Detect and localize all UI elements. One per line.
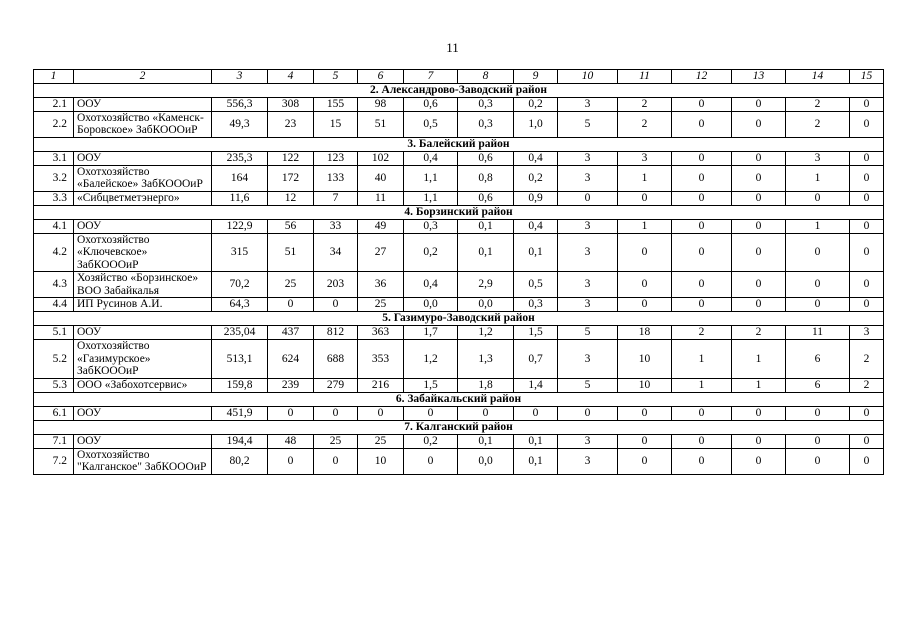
value-cell: 1 [786, 219, 850, 233]
value-cell: 0 [672, 219, 732, 233]
value-cell: 0 [314, 448, 358, 474]
value-cell: 0 [850, 191, 884, 205]
value-cell: 0 [618, 406, 672, 420]
value-cell: 122 [268, 151, 314, 165]
value-cell: 1,5 [404, 378, 458, 392]
value-cell: 0 [732, 448, 786, 474]
value-cell: 11 [786, 326, 850, 340]
value-cell: 3 [850, 326, 884, 340]
organization-name-cell: ООУ [74, 151, 212, 165]
value-cell: 624 [268, 340, 314, 379]
value-cell: 0 [732, 298, 786, 312]
column-number-header: 7 [404, 70, 458, 84]
value-cell: 0,4 [514, 151, 558, 165]
value-cell: 123 [314, 151, 358, 165]
value-cell: 0,3 [514, 298, 558, 312]
organization-name-cell: Охотхозяйство «Балейское» ЗабКОООиР [74, 165, 212, 191]
value-cell: 0 [732, 272, 786, 298]
value-cell: 1 [618, 165, 672, 191]
value-cell: 3 [558, 272, 618, 298]
column-number-header: 6 [358, 70, 404, 84]
value-cell: 1,3 [458, 340, 514, 379]
column-number-header: 13 [732, 70, 786, 84]
row-number-cell: 6.1 [34, 406, 74, 420]
value-cell: 0 [786, 448, 850, 474]
value-cell: 0,1 [514, 233, 558, 272]
value-cell: 3 [558, 434, 618, 448]
table-row [34, 298, 884, 312]
row-number-cell: 5.1 [34, 326, 74, 340]
row-number-cell: 4.3 [34, 272, 74, 298]
value-cell: 0,2 [404, 434, 458, 448]
table-row [34, 448, 884, 474]
value-cell: 25 [268, 272, 314, 298]
value-cell: 239 [268, 378, 314, 392]
table-row [34, 340, 884, 379]
value-cell: 172 [268, 165, 314, 191]
table-row [34, 272, 884, 298]
table-row [34, 378, 884, 392]
row-number-cell: 3.3 [34, 191, 74, 205]
table-row [34, 97, 884, 111]
value-cell: 5 [558, 326, 618, 340]
district-section-row [34, 312, 884, 326]
table-row [34, 151, 884, 165]
column-number-header: 10 [558, 70, 618, 84]
value-cell: 0,2 [514, 165, 558, 191]
table-row [34, 165, 884, 191]
value-cell: 3 [558, 97, 618, 111]
value-cell: 0 [672, 151, 732, 165]
value-cell: 0 [786, 191, 850, 205]
value-cell: 235,3 [212, 151, 268, 165]
value-cell: 0 [672, 165, 732, 191]
value-cell: 0 [672, 233, 732, 272]
value-cell: 0 [672, 272, 732, 298]
value-cell: 1 [732, 340, 786, 379]
value-cell: 0 [672, 434, 732, 448]
value-cell: 0 [850, 165, 884, 191]
value-cell: 437 [268, 326, 314, 340]
value-cell: 0 [850, 219, 884, 233]
value-cell: 1 [672, 340, 732, 379]
value-cell: 0 [732, 434, 786, 448]
value-cell: 0,6 [404, 97, 458, 111]
value-cell: 1,1 [404, 165, 458, 191]
value-cell: 0,3 [404, 219, 458, 233]
value-cell: 2 [850, 340, 884, 379]
organization-name-cell: ООУ [74, 434, 212, 448]
value-cell: 10 [358, 448, 404, 474]
table-row [34, 326, 884, 340]
row-number-cell: 2.2 [34, 111, 74, 137]
value-cell: 48 [268, 434, 314, 448]
value-cell: 3 [558, 219, 618, 233]
value-cell: 0,8 [458, 165, 514, 191]
value-cell: 2 [672, 326, 732, 340]
value-cell: 23 [268, 111, 314, 137]
value-cell: 49,3 [212, 111, 268, 137]
column-number-header: 1 [34, 70, 74, 84]
value-cell: 556,3 [212, 97, 268, 111]
district-section-row [34, 392, 884, 406]
value-cell: 0,4 [514, 219, 558, 233]
value-cell: 0,0 [458, 448, 514, 474]
value-cell: 0 [850, 448, 884, 474]
value-cell: 27 [358, 233, 404, 272]
value-cell: 0,9 [514, 191, 558, 205]
value-cell: 0,6 [458, 191, 514, 205]
value-cell: 80,2 [212, 448, 268, 474]
row-number-cell: 4.2 [34, 233, 74, 272]
value-cell: 0,4 [404, 272, 458, 298]
value-cell: 0 [786, 298, 850, 312]
district-title: 6. Забайкальский район [34, 392, 884, 406]
value-cell: 0 [672, 111, 732, 137]
value-cell: 159,8 [212, 378, 268, 392]
value-cell: 122,9 [212, 219, 268, 233]
row-number-cell: 4.4 [34, 298, 74, 312]
value-cell: 0,1 [458, 233, 514, 272]
value-cell: 0 [850, 434, 884, 448]
value-cell: 451,9 [212, 406, 268, 420]
value-cell: 0,6 [458, 151, 514, 165]
value-cell: 1,2 [404, 340, 458, 379]
value-cell: 0 [850, 97, 884, 111]
value-cell: 0 [732, 165, 786, 191]
value-cell: 0 [618, 233, 672, 272]
value-cell: 0 [786, 272, 850, 298]
value-cell: 0 [268, 298, 314, 312]
value-cell: 0 [404, 448, 458, 474]
value-cell: 5 [558, 111, 618, 137]
value-cell: 0 [268, 448, 314, 474]
column-number-header: 14 [786, 70, 850, 84]
organization-name-cell: «Сибцветметэнерго» [74, 191, 212, 205]
value-cell: 0 [732, 151, 786, 165]
value-cell: 49 [358, 219, 404, 233]
table-row [34, 406, 884, 420]
value-cell: 0 [850, 406, 884, 420]
value-cell: 1,4 [514, 378, 558, 392]
value-cell: 12 [268, 191, 314, 205]
value-cell: 0 [732, 191, 786, 205]
value-cell: 3 [558, 151, 618, 165]
value-cell: 25 [358, 434, 404, 448]
value-cell: 3 [786, 151, 850, 165]
value-cell: 18 [618, 326, 672, 340]
value-cell: 235,04 [212, 326, 268, 340]
column-number-header: 11 [618, 70, 672, 84]
value-cell: 5 [558, 378, 618, 392]
row-number-cell: 5.3 [34, 378, 74, 392]
value-cell: 0 [618, 191, 672, 205]
value-cell: 0,1 [514, 434, 558, 448]
value-cell: 25 [358, 298, 404, 312]
value-cell: 0 [786, 406, 850, 420]
value-cell: 0 [850, 298, 884, 312]
value-cell: 0 [458, 406, 514, 420]
value-cell: 0,2 [514, 97, 558, 111]
value-cell: 25 [314, 434, 358, 448]
value-cell: 0 [850, 272, 884, 298]
value-cell: 0,2 [404, 233, 458, 272]
value-cell: 3 [618, 151, 672, 165]
value-cell: 0 [314, 298, 358, 312]
value-cell: 0 [786, 233, 850, 272]
value-cell: 51 [358, 111, 404, 137]
value-cell: 0 [618, 448, 672, 474]
value-cell: 3 [558, 340, 618, 379]
value-cell: 51 [268, 233, 314, 272]
district-title: 3. Балейский район [34, 137, 884, 151]
row-number-cell: 7.2 [34, 448, 74, 474]
value-cell: 0,5 [514, 272, 558, 298]
value-cell: 353 [358, 340, 404, 379]
row-number-cell: 7.1 [34, 434, 74, 448]
row-number-cell: 2.1 [34, 97, 74, 111]
value-cell: 0 [786, 434, 850, 448]
row-number-cell: 3.2 [34, 165, 74, 191]
value-cell: 0,1 [514, 448, 558, 474]
organization-name-cell: Хозяйство «Борзинское» ВОО Забайкалья [74, 272, 212, 298]
value-cell: 164 [212, 165, 268, 191]
value-cell: 1,5 [514, 326, 558, 340]
organization-name-cell: Охотхозяйство "Калганское" ЗабКОООиР [74, 448, 212, 474]
value-cell: 1,2 [458, 326, 514, 340]
value-cell: 34 [314, 233, 358, 272]
value-cell: 0 [618, 272, 672, 298]
value-cell: 0,1 [458, 219, 514, 233]
district-section-row [34, 205, 884, 219]
value-cell: 102 [358, 151, 404, 165]
value-cell: 70,2 [212, 272, 268, 298]
value-cell: 36 [358, 272, 404, 298]
value-cell: 2 [732, 326, 786, 340]
table-row [34, 111, 884, 137]
organization-name-cell: ИП Русинов А.И. [74, 298, 212, 312]
value-cell: 10 [618, 340, 672, 379]
value-cell: 0 [672, 448, 732, 474]
value-cell: 3 [558, 448, 618, 474]
value-cell: 155 [314, 97, 358, 111]
value-cell: 11 [358, 191, 404, 205]
value-cell: 0 [672, 298, 732, 312]
district-section-row [34, 137, 884, 151]
column-number-header: 9 [514, 70, 558, 84]
value-cell: 15 [314, 111, 358, 137]
column-number-header: 15 [850, 70, 884, 84]
value-cell: 812 [314, 326, 358, 340]
value-cell: 7 [314, 191, 358, 205]
column-number-header: 4 [268, 70, 314, 84]
value-cell: 203 [314, 272, 358, 298]
value-cell: 0 [672, 406, 732, 420]
table-row [34, 434, 884, 448]
organization-name-cell: Охотхозяйство «Каменск-Боровское» ЗабКОООиР [74, 111, 212, 137]
value-cell: 216 [358, 378, 404, 392]
district-title: 4. Борзинский район [34, 205, 884, 219]
value-cell: 0,4 [404, 151, 458, 165]
value-cell: 1 [732, 378, 786, 392]
row-number-cell: 5.2 [34, 340, 74, 379]
column-number-header: 5 [314, 70, 358, 84]
organization-name-cell: ООУ [74, 219, 212, 233]
table-row [34, 219, 884, 233]
value-cell: 0 [732, 233, 786, 272]
value-cell: 0,1 [458, 434, 514, 448]
value-cell: 0 [850, 111, 884, 137]
value-cell: 3 [558, 233, 618, 272]
value-cell: 6 [786, 378, 850, 392]
value-cell: 0 [558, 191, 618, 205]
value-cell: 2 [786, 97, 850, 111]
column-number-header: 3 [212, 70, 268, 84]
value-cell: 133 [314, 165, 358, 191]
value-cell: 40 [358, 165, 404, 191]
value-cell: 1 [618, 219, 672, 233]
table-row [34, 191, 884, 205]
organization-name-cell: ООО «Забохотсервис» [74, 378, 212, 392]
district-title: 7. Калганский район [34, 420, 884, 434]
value-cell: 1 [672, 378, 732, 392]
district-section-row [34, 420, 884, 434]
value-cell: 33 [314, 219, 358, 233]
table-header-row [34, 70, 884, 84]
column-number-header: 8 [458, 70, 514, 84]
value-cell: 1,0 [514, 111, 558, 137]
row-number-cell: 3.1 [34, 151, 74, 165]
value-cell: 0 [404, 406, 458, 420]
district-title: 2. Александрово-Заводский район [34, 83, 884, 97]
value-cell: 0 [314, 406, 358, 420]
organization-name-cell: ООУ [74, 97, 212, 111]
value-cell: 0 [558, 406, 618, 420]
value-cell: 0 [850, 151, 884, 165]
value-cell: 308 [268, 97, 314, 111]
value-cell: 1,1 [404, 191, 458, 205]
value-cell: 279 [314, 378, 358, 392]
value-cell: 0 [672, 191, 732, 205]
organization-name-cell: Охотхозяйство «Газимурское» ЗабКОООиР [74, 340, 212, 379]
value-cell: 11,6 [212, 191, 268, 205]
organization-name-cell: ООУ [74, 326, 212, 340]
column-number-header: 2 [74, 70, 212, 84]
value-cell: 0,0 [404, 298, 458, 312]
value-cell: 0 [732, 219, 786, 233]
value-cell: 315 [212, 233, 268, 272]
value-cell: 98 [358, 97, 404, 111]
value-cell: 2 [786, 111, 850, 137]
value-cell: 0 [732, 97, 786, 111]
value-cell: 1,7 [404, 326, 458, 340]
value-cell: 1 [786, 165, 850, 191]
value-cell: 0,7 [514, 340, 558, 379]
value-cell: 0,3 [458, 111, 514, 137]
value-cell: 3 [558, 298, 618, 312]
value-cell: 0 [514, 406, 558, 420]
value-cell: 2 [618, 97, 672, 111]
value-cell: 0 [618, 434, 672, 448]
value-cell: 10 [618, 378, 672, 392]
row-number-cell: 4.1 [34, 219, 74, 233]
value-cell: 0 [732, 406, 786, 420]
value-cell: 0 [732, 111, 786, 137]
value-cell: 0 [672, 97, 732, 111]
value-cell: 6 [786, 340, 850, 379]
data-table [33, 69, 884, 475]
column-number-header: 12 [672, 70, 732, 84]
value-cell: 0 [358, 406, 404, 420]
district-section-row [34, 83, 884, 97]
value-cell: 0,0 [458, 298, 514, 312]
value-cell: 363 [358, 326, 404, 340]
value-cell: 0 [268, 406, 314, 420]
value-cell: 2 [850, 378, 884, 392]
value-cell: 0 [618, 298, 672, 312]
value-cell: 194,4 [212, 434, 268, 448]
table-row [34, 233, 884, 272]
value-cell: 0,5 [404, 111, 458, 137]
value-cell: 1,8 [458, 378, 514, 392]
value-cell: 513,1 [212, 340, 268, 379]
value-cell: 2,9 [458, 272, 514, 298]
value-cell: 688 [314, 340, 358, 379]
value-cell: 64,3 [212, 298, 268, 312]
district-title: 5. Газимуро-Заводский район [34, 312, 884, 326]
value-cell: 3 [558, 165, 618, 191]
organization-name-cell: ООУ [74, 406, 212, 420]
page-number: 11 [446, 40, 459, 55]
value-cell: 0,3 [458, 97, 514, 111]
value-cell: 56 [268, 219, 314, 233]
organization-name-cell: Охотхозяйство «Ключевское» ЗабКОООиР [74, 233, 212, 272]
value-cell: 0 [850, 233, 884, 272]
value-cell: 2 [618, 111, 672, 137]
